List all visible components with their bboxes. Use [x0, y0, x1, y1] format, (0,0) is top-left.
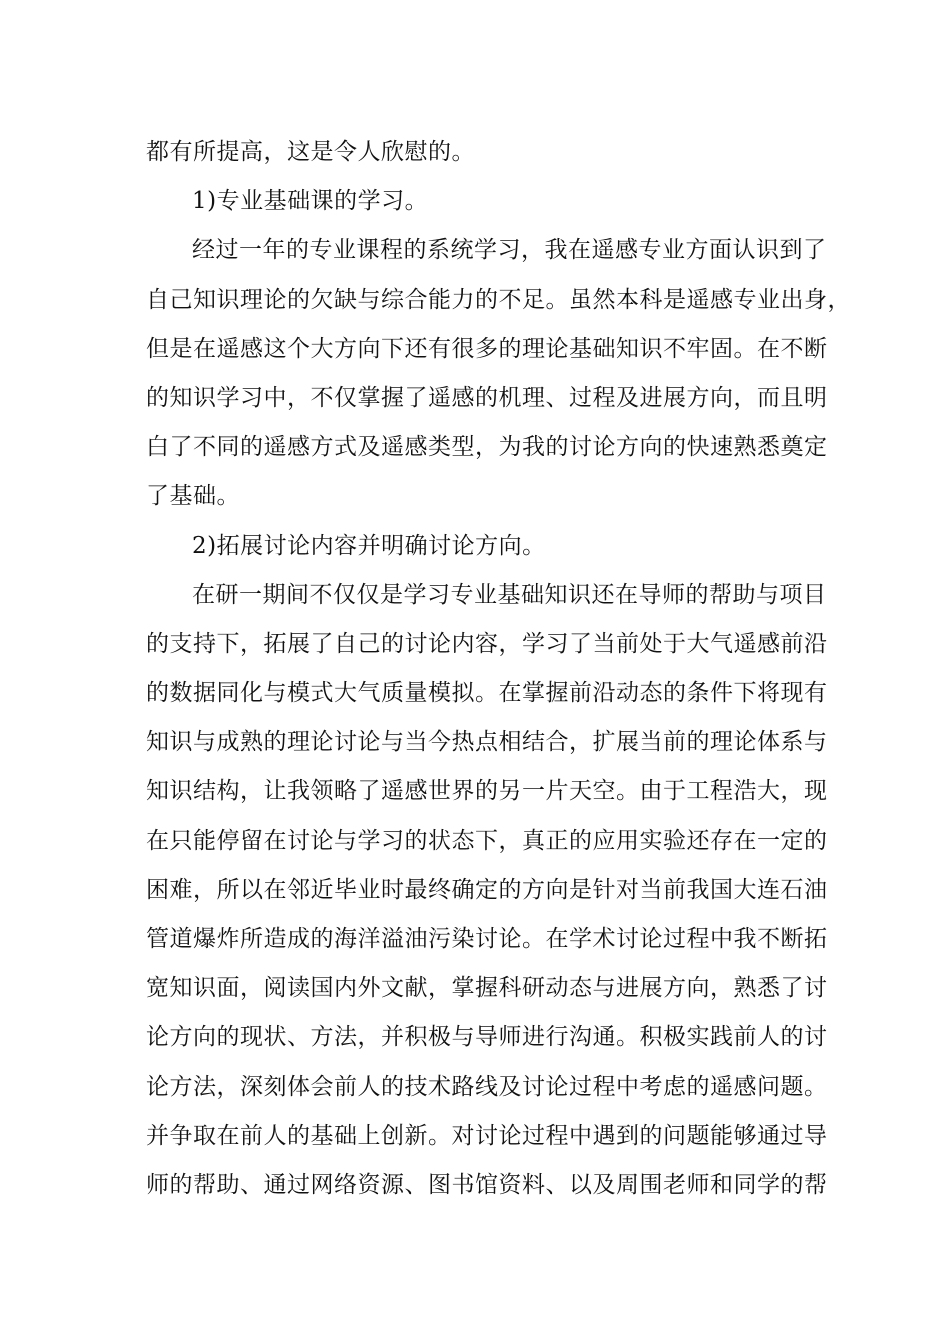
text-line: 论方向的现状、方法，并积极与导师进行沟通。积极实践前人的讨 [146, 1024, 828, 1051]
text-line: 师的帮助、通过网络资源、图书馆资料、以及周围老师和同学的帮 [146, 1171, 828, 1198]
text-line: 白了不同的遥感方式及遥感类型，为我的讨论方向的快速熟悉奠定 [146, 434, 828, 461]
text-line: 宽知识面，阅读国内外文献，掌握科研动态与进展方向，熟悉了讨 [146, 975, 828, 1002]
text-line: 在只能停留在讨论与学习的状态下，真正的应用实验还存在一定的 [146, 827, 828, 854]
text-line: 论方法，深刻体会前人的技术路线及讨论过程中考虑的遥感问题。 [146, 1073, 828, 1100]
text-line: 自己知识理论的欠缺与综合能力的不足。虽然本科是遥感专业出身， [146, 286, 851, 313]
text-line: 都有所提高，这是令人欣慰的。 [146, 139, 475, 165]
text-line: 的数据同化与模式大气质量模拟。在掌握前沿动态的条件下将现有 [146, 680, 828, 707]
text-line: 的支持下，拓展了自己的讨论内容，学习了当前处于大气遥感前沿 [146, 630, 828, 657]
section-heading: 1)专业基础课的学习。 [192, 188, 429, 215]
text-line: 的知识学习中，不仅掌握了遥感的机理、过程及进展方向，而且明 [146, 384, 828, 411]
text-line: 管道爆炸所造成的海洋溢油污染讨论。在学术讨论过程中我不断拓 [146, 926, 828, 952]
text-line: 了基础。 [146, 483, 240, 510]
section-heading: 2)拓展讨论内容并明确讨论方向。 [192, 532, 546, 559]
text-line: 在研一期间不仅仅是学习专业基础知识还在导师的帮助与项目 [192, 581, 827, 608]
document-body [146, 128, 851, 1210]
text-line: 但是在遥感这个大方向下还有很多的理论基础知识不牢固。在不断 [146, 335, 828, 362]
text-line: 知识结构，让我领略了遥感世界的另一片天空。由于工程浩大，现 [146, 778, 828, 805]
text-line: 困难，所以在邻近毕业时最终确定的方向是针对当前我国大连石油 [146, 876, 828, 903]
text-line: 知识与成熟的理论讨论与当今热点相结合，扩展当前的理论体系与 [146, 729, 828, 756]
text-line: 并争取在前人的基础上创新。对讨论过程中遇到的问题能够通过导 [146, 1122, 828, 1149]
text-line: 经过一年的专业课程的系统学习，我在遥感专业方面认识到了 [192, 237, 827, 264]
